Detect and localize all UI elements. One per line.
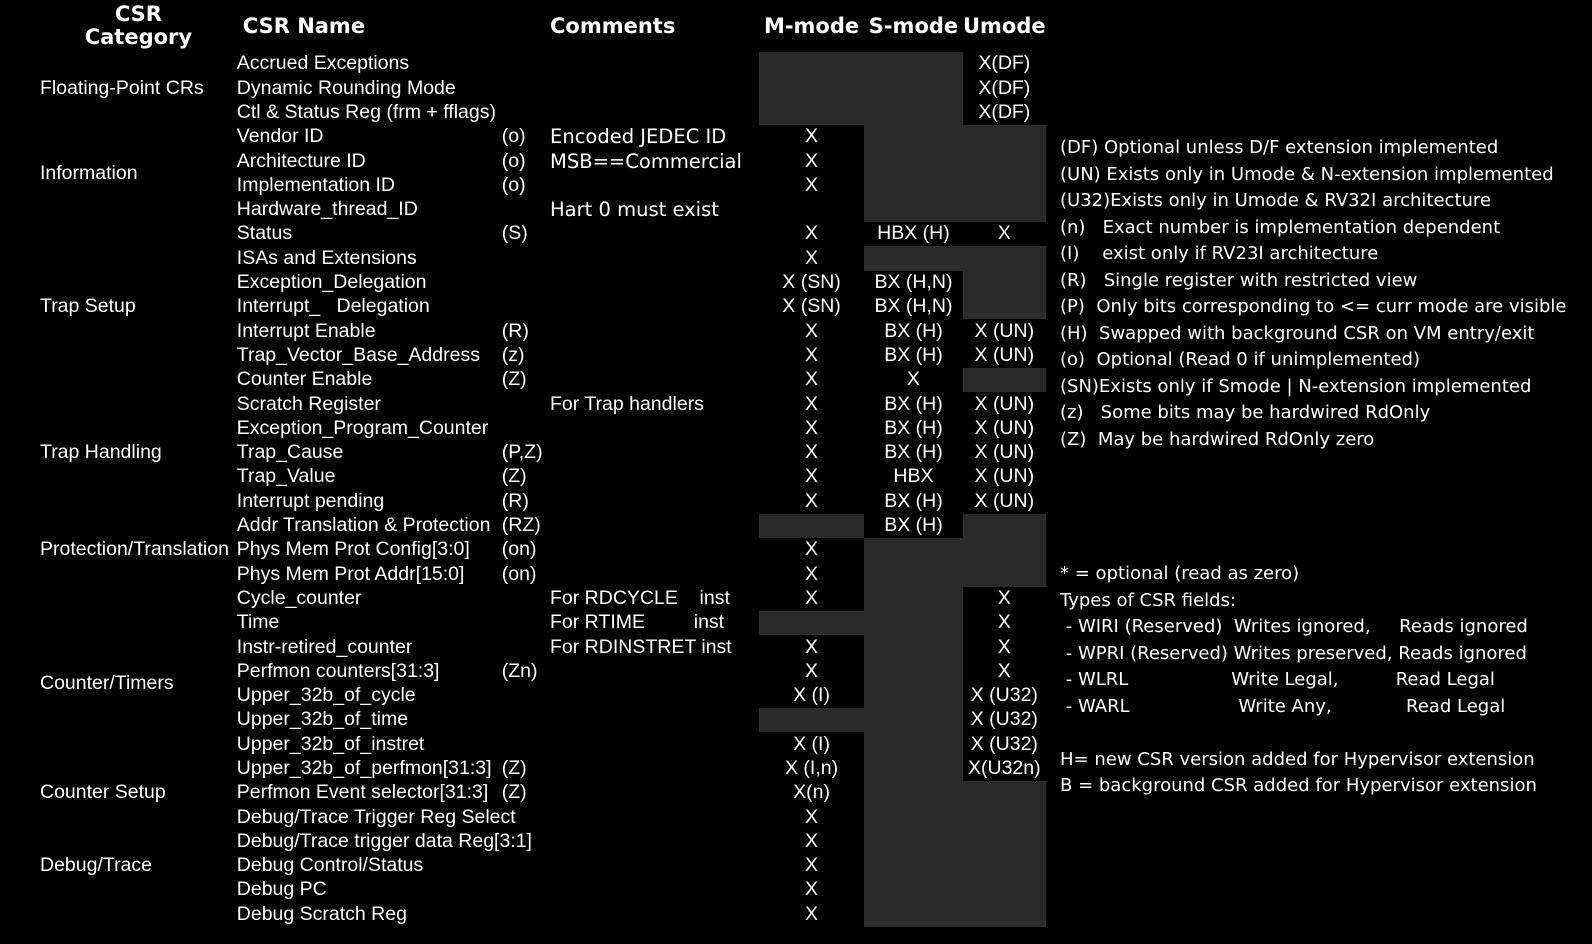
- csr-name-cell: [237, 198, 550, 222]
- header-csr-name: CSR Name: [242, 13, 366, 38]
- csr-name: Counter Enable: [236, 368, 373, 391]
- csr-name-cell: [237, 173, 550, 197]
- s-mode-cell: BX (H): [884, 441, 943, 464]
- u-mode-cell: [963, 173, 1046, 197]
- comment-cell: For RDCYCLE inst: [550, 586, 730, 609]
- csr-name: Cycle_counter: [236, 586, 362, 609]
- comment-cell: [550, 489, 759, 513]
- comment-cell: MSB==Commercial: [550, 149, 742, 173]
- legend-item: (H) Swapped with background CSR on VM entry/exit: [1060, 322, 1535, 344]
- u-mode-cell: X: [997, 586, 1011, 609]
- field-note-line: [1060, 720, 1537, 747]
- u-mode-cell: [963, 295, 1046, 319]
- csr-tag: (S): [501, 222, 528, 245]
- csr-name-cell: [237, 587, 550, 611]
- csr-tag: (on): [501, 562, 537, 585]
- u-mode-cell: [963, 902, 1046, 926]
- m-mode-cell: X: [805, 829, 819, 852]
- u-mode-cell: X: [997, 659, 1011, 682]
- csr-name: Ctl & Status Reg (frm + fflags): [236, 100, 496, 123]
- field-note-line: - WARL Write Any, Read Legal: [1060, 695, 1506, 717]
- table-header-row: [38, 2, 1046, 52]
- csr-name-cell: [237, 538, 550, 562]
- u-mode-cell: X (UN): [974, 343, 1035, 366]
- u-mode-cell: X (U32): [970, 708, 1038, 731]
- comment-cell: [550, 76, 759, 100]
- csr-name: Phys Mem Prot Config[3:0]: [236, 538, 470, 561]
- csr-name: Accrued Exceptions: [236, 52, 410, 75]
- s-mode-cell: BX (H): [884, 319, 943, 342]
- m-mode-cell: X: [805, 125, 819, 148]
- comment-cell: [550, 344, 759, 368]
- u-mode-cell: X: [997, 635, 1011, 658]
- s-mode-cell: [864, 732, 962, 756]
- s-mode-cell: [864, 902, 962, 926]
- legend-item: (DF) Optional unless D/F extension implemented: [1060, 137, 1499, 158]
- csr-name-cell: [237, 76, 550, 100]
- m-mode-cell: X: [805, 489, 819, 512]
- s-mode-cell: BX (H): [884, 343, 943, 366]
- csr-tag: (Zn): [501, 659, 538, 682]
- m-mode-cell: X (I): [793, 684, 830, 707]
- u-mode-cell: [963, 805, 1046, 829]
- m-mode-cell: [759, 514, 864, 538]
- u-mode-cell: [963, 149, 1046, 173]
- s-mode-cell: [864, 757, 962, 781]
- csr-name: Status: [236, 222, 293, 245]
- table-row: [38, 52, 1046, 76]
- csr-tag: (o): [501, 173, 526, 196]
- csr-name-cell: [237, 295, 550, 319]
- csr-name-cell: [237, 149, 550, 173]
- s-mode-cell: [864, 246, 962, 270]
- legend-item: (z) Some bits may be hardwired RdOnly: [1060, 402, 1431, 423]
- csr-tag: (Z): [501, 757, 527, 779]
- s-mode-cell: [864, 659, 962, 683]
- table-row: [38, 805, 1046, 829]
- csr-name: ISAs and Extensions: [236, 246, 417, 269]
- m-mode-cell: X: [805, 343, 819, 366]
- m-mode-cell: X: [805, 635, 819, 658]
- comment-cell: [550, 562, 759, 586]
- u-mode-cell: [963, 514, 1046, 538]
- csr-name: Trap_Value: [236, 465, 336, 488]
- csr-name: Interrupt pending: [236, 489, 385, 512]
- comment-cell: For Trap handlers: [550, 392, 704, 415]
- csr-name-cell: [237, 562, 550, 586]
- csr-name: Implementation ID: [236, 173, 396, 196]
- m-mode-cell: X: [805, 416, 819, 439]
- csr-tag: (on): [501, 538, 537, 561]
- s-mode-cell: [864, 830, 962, 854]
- s-mode-cell: [864, 587, 962, 611]
- csr-name: Interrupt Enable: [236, 319, 376, 342]
- header-u-mode: Umode: [962, 13, 1046, 38]
- m-mode-cell: X: [805, 149, 819, 172]
- csr-name: Scratch Register: [236, 392, 381, 415]
- legend-item: (P) Only bits corresponding to <= curr mode are visible: [1060, 296, 1567, 317]
- field-notes: [1060, 561, 1537, 800]
- comment-cell: [550, 757, 759, 781]
- m-mode-cell: X: [805, 878, 819, 901]
- comment-cell: [550, 416, 759, 440]
- s-mode-cell: BX (H,N): [874, 295, 953, 318]
- table-row: [38, 781, 1046, 805]
- s-mode-cell: [864, 198, 962, 222]
- csr-tag: (R): [501, 319, 529, 342]
- s-mode-cell: [864, 562, 962, 586]
- s-mode-cell: BX (H,N): [874, 271, 953, 294]
- csr-name-cell: [237, 830, 550, 854]
- m-mode-cell: X: [805, 805, 819, 828]
- comment-cell: For RTIME inst: [550, 611, 725, 634]
- category-cell: Counter/Timers: [40, 671, 174, 694]
- s-mode-cell: [864, 708, 962, 732]
- csr-name-cell: [237, 125, 550, 149]
- m-mode-cell: X(n): [793, 781, 830, 804]
- m-mode-cell: X: [805, 902, 819, 925]
- csr-name: Instr-retired_counter: [236, 635, 413, 658]
- u-mode-cell: X (U32): [970, 732, 1038, 755]
- u-mode-cell: [963, 781, 1046, 805]
- u-mode-cell: X: [997, 222, 1011, 245]
- field-note-line: * = optional (read as zero): [1060, 563, 1300, 584]
- m-mode-cell: X: [805, 173, 819, 196]
- s-mode-cell: [864, 878, 962, 902]
- csr-name: Dynamic Rounding Mode: [236, 76, 456, 99]
- csr-name: Perfmon Event selector[31:3]: [236, 781, 489, 804]
- s-mode-cell: [864, 52, 962, 76]
- legend-item: (n) Exact number is implementation dependent: [1060, 216, 1501, 238]
- csr-table: [38, 2, 1046, 927]
- csr-name-cell: [237, 489, 550, 513]
- m-mode-cell: X: [805, 659, 819, 682]
- legend-item: (UN) Exists only in Umode & N-extension implemented: [1060, 163, 1554, 185]
- csr-tag: (Z): [501, 465, 527, 488]
- u-mode-cell: [963, 125, 1046, 149]
- s-mode-cell: [864, 684, 962, 708]
- s-mode-cell: [864, 781, 962, 805]
- u-mode-cell: [963, 271, 1046, 295]
- header-category: CSR Category: [84, 2, 193, 49]
- csr-name-cell: [237, 368, 550, 392]
- csr-tag: (z): [501, 343, 525, 366]
- comment-cell: [550, 854, 759, 878]
- table-row: [38, 392, 1046, 416]
- legend-item: (SN)Exists only if Smode | N-extension implemented: [1060, 375, 1532, 397]
- field-note-line: - WLRL Write Legal, Read Legal: [1060, 669, 1495, 690]
- m-mode-cell: X: [805, 538, 819, 561]
- u-mode-cell: X (UN): [974, 441, 1035, 464]
- csr-name-cell: [237, 611, 550, 635]
- comment-cell: [550, 101, 759, 125]
- csr-name: Upper_32b_of_time: [236, 708, 409, 731]
- comment-cell: [550, 902, 759, 926]
- s-mode-cell: [864, 101, 962, 125]
- legend-item: (Z) May be hardwired RdOnly zero: [1060, 428, 1375, 450]
- csr-name: Time: [236, 611, 280, 634]
- csr-name-cell: [237, 805, 550, 829]
- comment-cell: [550, 465, 759, 489]
- m-mode-cell: X: [805, 854, 819, 877]
- csr-name-cell: [237, 781, 550, 805]
- comment-cell: [550, 659, 759, 683]
- header-m-mode: M-mode: [763, 13, 860, 38]
- csr-name-cell: [237, 757, 550, 781]
- m-mode-cell: [759, 52, 864, 76]
- comment-cell: [550, 295, 759, 319]
- m-mode-cell: X: [805, 319, 819, 342]
- comment-cell: [550, 514, 759, 538]
- u-mode-cell: X(U32n): [968, 757, 1041, 779]
- csr-name: Perfmon counters[31:3]: [236, 659, 440, 682]
- s-mode-cell: [864, 805, 962, 829]
- m-mode-cell: X: [805, 465, 819, 488]
- u-mode-cell: X(DF): [978, 76, 1031, 99]
- csr-name-cell: [237, 319, 550, 343]
- u-mode-cell: X(DF): [978, 100, 1031, 123]
- category-cell: Protection/Translation: [40, 538, 229, 561]
- s-mode-cell: [864, 76, 962, 100]
- table-row: [38, 514, 1046, 538]
- comment-cell: [550, 732, 759, 756]
- csr-name-cell: [237, 514, 550, 538]
- s-mode-cell: [864, 635, 962, 659]
- csr-table-body: [38, 52, 1046, 927]
- csr-name: Interrupt_ Delegation: [236, 295, 430, 318]
- csr-tag: (Z): [501, 781, 527, 804]
- m-mode-cell: X: [805, 441, 819, 464]
- m-mode-cell: X: [805, 368, 819, 391]
- csr-name-cell: [237, 101, 550, 125]
- field-note-line: H= new CSR version added for Hypervisor extension: [1060, 748, 1535, 770]
- m-mode-cell: X: [805, 586, 819, 609]
- field-note-line: Types of CSR fields:: [1060, 589, 1237, 611]
- s-mode-cell: [864, 149, 962, 173]
- u-mode-cell: X (UN): [974, 465, 1035, 488]
- m-mode-cell: X: [805, 222, 819, 245]
- comment-cell: [550, 319, 759, 343]
- s-mode-cell: [864, 125, 962, 149]
- comment-cell: [550, 52, 759, 76]
- csr-name: Debug Control/Status: [236, 854, 424, 877]
- csr-tag: (P,Z): [501, 441, 543, 464]
- csr-name: Debug Scratch Reg: [236, 902, 407, 925]
- csr-name-cell: [237, 416, 550, 440]
- csr-name: Debug/Trace trigger data Reg[3:1]: [236, 829, 532, 852]
- category-cell: Trap Handling: [40, 441, 162, 464]
- comment-cell: [550, 441, 759, 465]
- u-mode-cell: [963, 830, 1046, 854]
- m-mode-cell: [759, 101, 864, 125]
- table-row: [38, 587, 1046, 611]
- comment-cell: [550, 684, 759, 708]
- u-mode-cell: [963, 368, 1046, 392]
- s-mode-cell: BX (H): [884, 514, 943, 537]
- csr-name: Vendor ID: [236, 125, 324, 148]
- csr-name-cell: [237, 902, 550, 926]
- csr-name: Upper_32b_of_perfmon[31:3]: [236, 757, 492, 779]
- comment-cell: Encoded JEDEC ID: [550, 125, 727, 149]
- csr-name-cell: [237, 392, 550, 416]
- comment-cell: [550, 271, 759, 295]
- csr-name: Trap_Cause: [236, 441, 344, 464]
- category-cell: Counter Setup: [40, 781, 166, 804]
- legend-item: (o) Optional (Read 0 if unimplemented): [1060, 349, 1420, 370]
- field-note-line: - WIRI (Reserved) Writes ignored, Reads ignored: [1060, 616, 1528, 637]
- comment-cell: [550, 368, 759, 392]
- u-mode-cell: [963, 854, 1046, 878]
- u-mode-cell: [963, 878, 1046, 902]
- m-mode-cell: [759, 198, 864, 222]
- category-cell: Trap Setup: [40, 295, 136, 318]
- header-comments: Comments: [550, 13, 676, 38]
- csr-name-cell: [237, 708, 550, 732]
- category-cell: Floating-Point CRs: [40, 76, 204, 99]
- csr-name: Exception_Program_Counter: [236, 416, 489, 439]
- m-mode-cell: X (SN): [782, 295, 841, 318]
- u-mode-cell: [963, 246, 1046, 270]
- csr-name-cell: [237, 659, 550, 683]
- category-cell: Debug/Trace: [40, 854, 153, 877]
- comment-cell: [550, 246, 759, 270]
- comment-cell: [550, 830, 759, 854]
- csr-name: Addr Translation & Protection: [236, 514, 491, 537]
- header-s-mode: S-mode: [868, 13, 959, 38]
- csr-name-cell: [237, 732, 550, 756]
- csr-tag: (Z): [501, 368, 527, 391]
- u-mode-cell: [963, 538, 1046, 562]
- comment-cell: [550, 222, 759, 246]
- m-mode-cell: X (SN): [782, 271, 841, 294]
- s-mode-cell: BX (H): [884, 392, 943, 415]
- u-mode-cell: X (UN): [974, 416, 1035, 439]
- m-mode-cell: [759, 611, 864, 635]
- legend-item: (I) exist only if RV23I architecture: [1060, 243, 1379, 264]
- m-mode-cell: X (I,n): [785, 757, 839, 779]
- comment-cell: Hart 0 must exist: [550, 198, 719, 222]
- csr-tag: (RZ): [501, 514, 541, 537]
- m-mode-cell: [759, 76, 864, 100]
- csr-name-cell: [237, 222, 550, 246]
- comment-cell: [550, 805, 759, 829]
- csr-name: Debug/Trace Trigger Reg Select: [236, 805, 516, 828]
- category-cell: Information: [40, 161, 138, 184]
- u-mode-cell: X (U32): [970, 684, 1038, 707]
- u-mode-cell: X(DF): [978, 52, 1031, 75]
- m-mode-cell: X: [805, 246, 819, 269]
- csr-name-cell: [237, 878, 550, 902]
- s-mode-cell: BX (H): [884, 489, 943, 512]
- table-row: [38, 125, 1046, 149]
- s-mode-cell: HBX: [893, 465, 934, 488]
- comment-cell: [550, 781, 759, 805]
- u-mode-cell: X: [997, 611, 1011, 634]
- csr-name: Architecture ID: [236, 149, 366, 172]
- u-mode-cell: X (UN): [974, 392, 1035, 415]
- m-mode-cell: X: [805, 562, 819, 585]
- csr-name: Hardware_thread_ID: [236, 198, 418, 221]
- csr-name: Upper_32b_of_instret: [236, 732, 425, 755]
- u-mode-cell: [963, 562, 1046, 586]
- csr-name-cell: [237, 52, 550, 76]
- csr-tag: (o): [501, 149, 526, 172]
- csr-tag: (R): [501, 489, 529, 512]
- comment-cell: For RDINSTRET inst: [550, 635, 732, 658]
- legend-item: (R) Single register with restricted view: [1060, 269, 1418, 291]
- comment-cell: [550, 538, 759, 562]
- m-mode-cell: X: [805, 392, 819, 415]
- s-mode-cell: [864, 173, 962, 197]
- comment-cell: [550, 708, 759, 732]
- u-mode-cell: X (UN): [974, 489, 1035, 512]
- csr-name: Trap_Vector_Base_Address: [236, 343, 480, 366]
- field-note-line: - WPRI (Reserved) Writes preserved, Reads ignored: [1060, 642, 1527, 664]
- csr-name-cell: [237, 441, 550, 465]
- legend: [1060, 135, 1566, 453]
- csr-name-cell: [237, 246, 550, 270]
- csr-name: Phys Mem Prot Addr[15:0]: [236, 562, 465, 585]
- comment-cell: [550, 173, 759, 197]
- csr-name-cell: [237, 854, 550, 878]
- s-mode-cell: BX (H): [884, 416, 943, 439]
- field-note-line: B = background CSR added for Hypervisor extension: [1060, 775, 1537, 796]
- u-mode-cell: [963, 198, 1046, 222]
- csr-name-cell: [237, 465, 550, 489]
- csr-name: Debug PC: [236, 878, 327, 901]
- u-mode-cell: X (UN): [974, 319, 1035, 342]
- csr-name-cell: [237, 635, 550, 659]
- s-mode-cell: X: [906, 368, 920, 391]
- comment-cell: [550, 878, 759, 902]
- s-mode-cell: HBX (H): [877, 222, 950, 245]
- s-mode-cell: [864, 611, 962, 635]
- csr-name: Upper_32b_of_cycle: [236, 684, 416, 707]
- s-mode-cell: [864, 538, 962, 562]
- csr-name: Exception_Delegation: [236, 271, 427, 294]
- table-row: [38, 222, 1046, 246]
- csr-name-cell: [237, 684, 550, 708]
- s-mode-cell: [864, 854, 962, 878]
- m-mode-cell: [759, 708, 864, 732]
- legend-item: (U32)Exists only in Umode & RV32I architecture: [1060, 190, 1491, 211]
- csr-name-cell: [237, 271, 550, 295]
- csr-name-cell: [237, 344, 550, 368]
- m-mode-cell: X (I): [793, 732, 830, 755]
- csr-tag: (o): [501, 125, 526, 148]
